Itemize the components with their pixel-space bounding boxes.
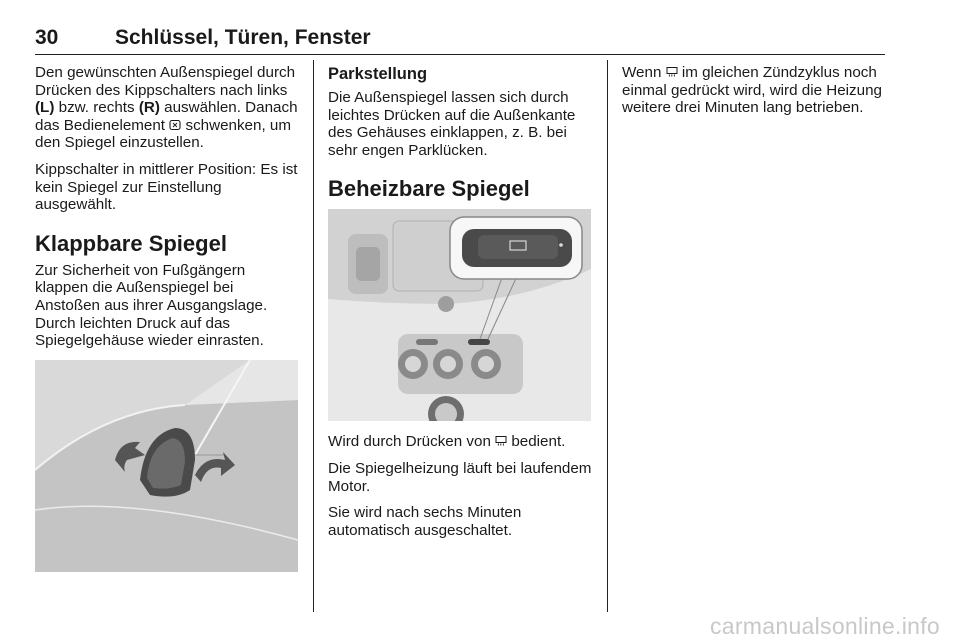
heading-heated-mirrors: Beheizbare Spiegel [328,176,530,202]
heater-repeat-text: Wenn im gleichen Zündzyklus noch einmal gedrückt wird, wird die Heizung weitere drei Minuten lang betrieben. [622,64,882,117]
page-number: 30 [35,26,59,49]
folding-mirror-illustration [35,360,298,572]
left-key: (L) [35,99,55,117]
heater-engine-text: Die Spiegelheizung läuft bei laufendem Motor. [328,459,592,495]
column-left [35,64,300,572]
switch-middle-text: Kippschalter in mittlerer Position: Es ist kein Spiegel zur Einstellung ausgewählt. [35,160,298,214]
rear-heater-icon [495,435,507,447]
heater-auto-off-text: Sie wird nach sechs Minuten automatisch ausgeschaltet. [328,504,522,539]
rear-heater-icon [666,66,678,78]
heading-folding-mirrors: Klappbare Spiegel [35,230,227,256]
parking-position-text: Die Außenspiegel lassen sich durch leichtes Drücken auf die Außenkante des Gehäuses einklappen, z. B. bei sehr engen Parklücken. [328,89,576,159]
heading-parking-position: Parkstellung [328,65,428,83]
mirror-selection-text: Den gewünschten Außenspiegel durch Drücken des Kippschalters nach links (L) bzw. rechts (R) auswählen. Danach das Bedienelement schwenken, um den Spiegel einzustellen. [35,64,298,152]
heater-switch-illustration [328,209,591,421]
column-middle [328,64,593,548]
page-header [35,24,885,55]
chapter-title: Schlüssel, Türen, Fenster [115,26,371,49]
right-key: (R) [138,99,160,117]
mirror-adjust-icon [169,119,181,131]
column-divider [313,60,314,612]
column-right [622,64,887,126]
heater-operation-text: Wird durch Drücken von bedient. [328,433,566,451]
column-divider [607,60,608,612]
watermark: carmanualsonline.info [709,613,940,639]
folding-mirrors-text: Zur Sicherheit von Fußgängern klappen die Außenspiegel bei Anstoßen aus ihrer Ausgangslage. Durch leichten Druck auf das Spiegelgehäuse wieder einrasten. [35,261,268,350]
